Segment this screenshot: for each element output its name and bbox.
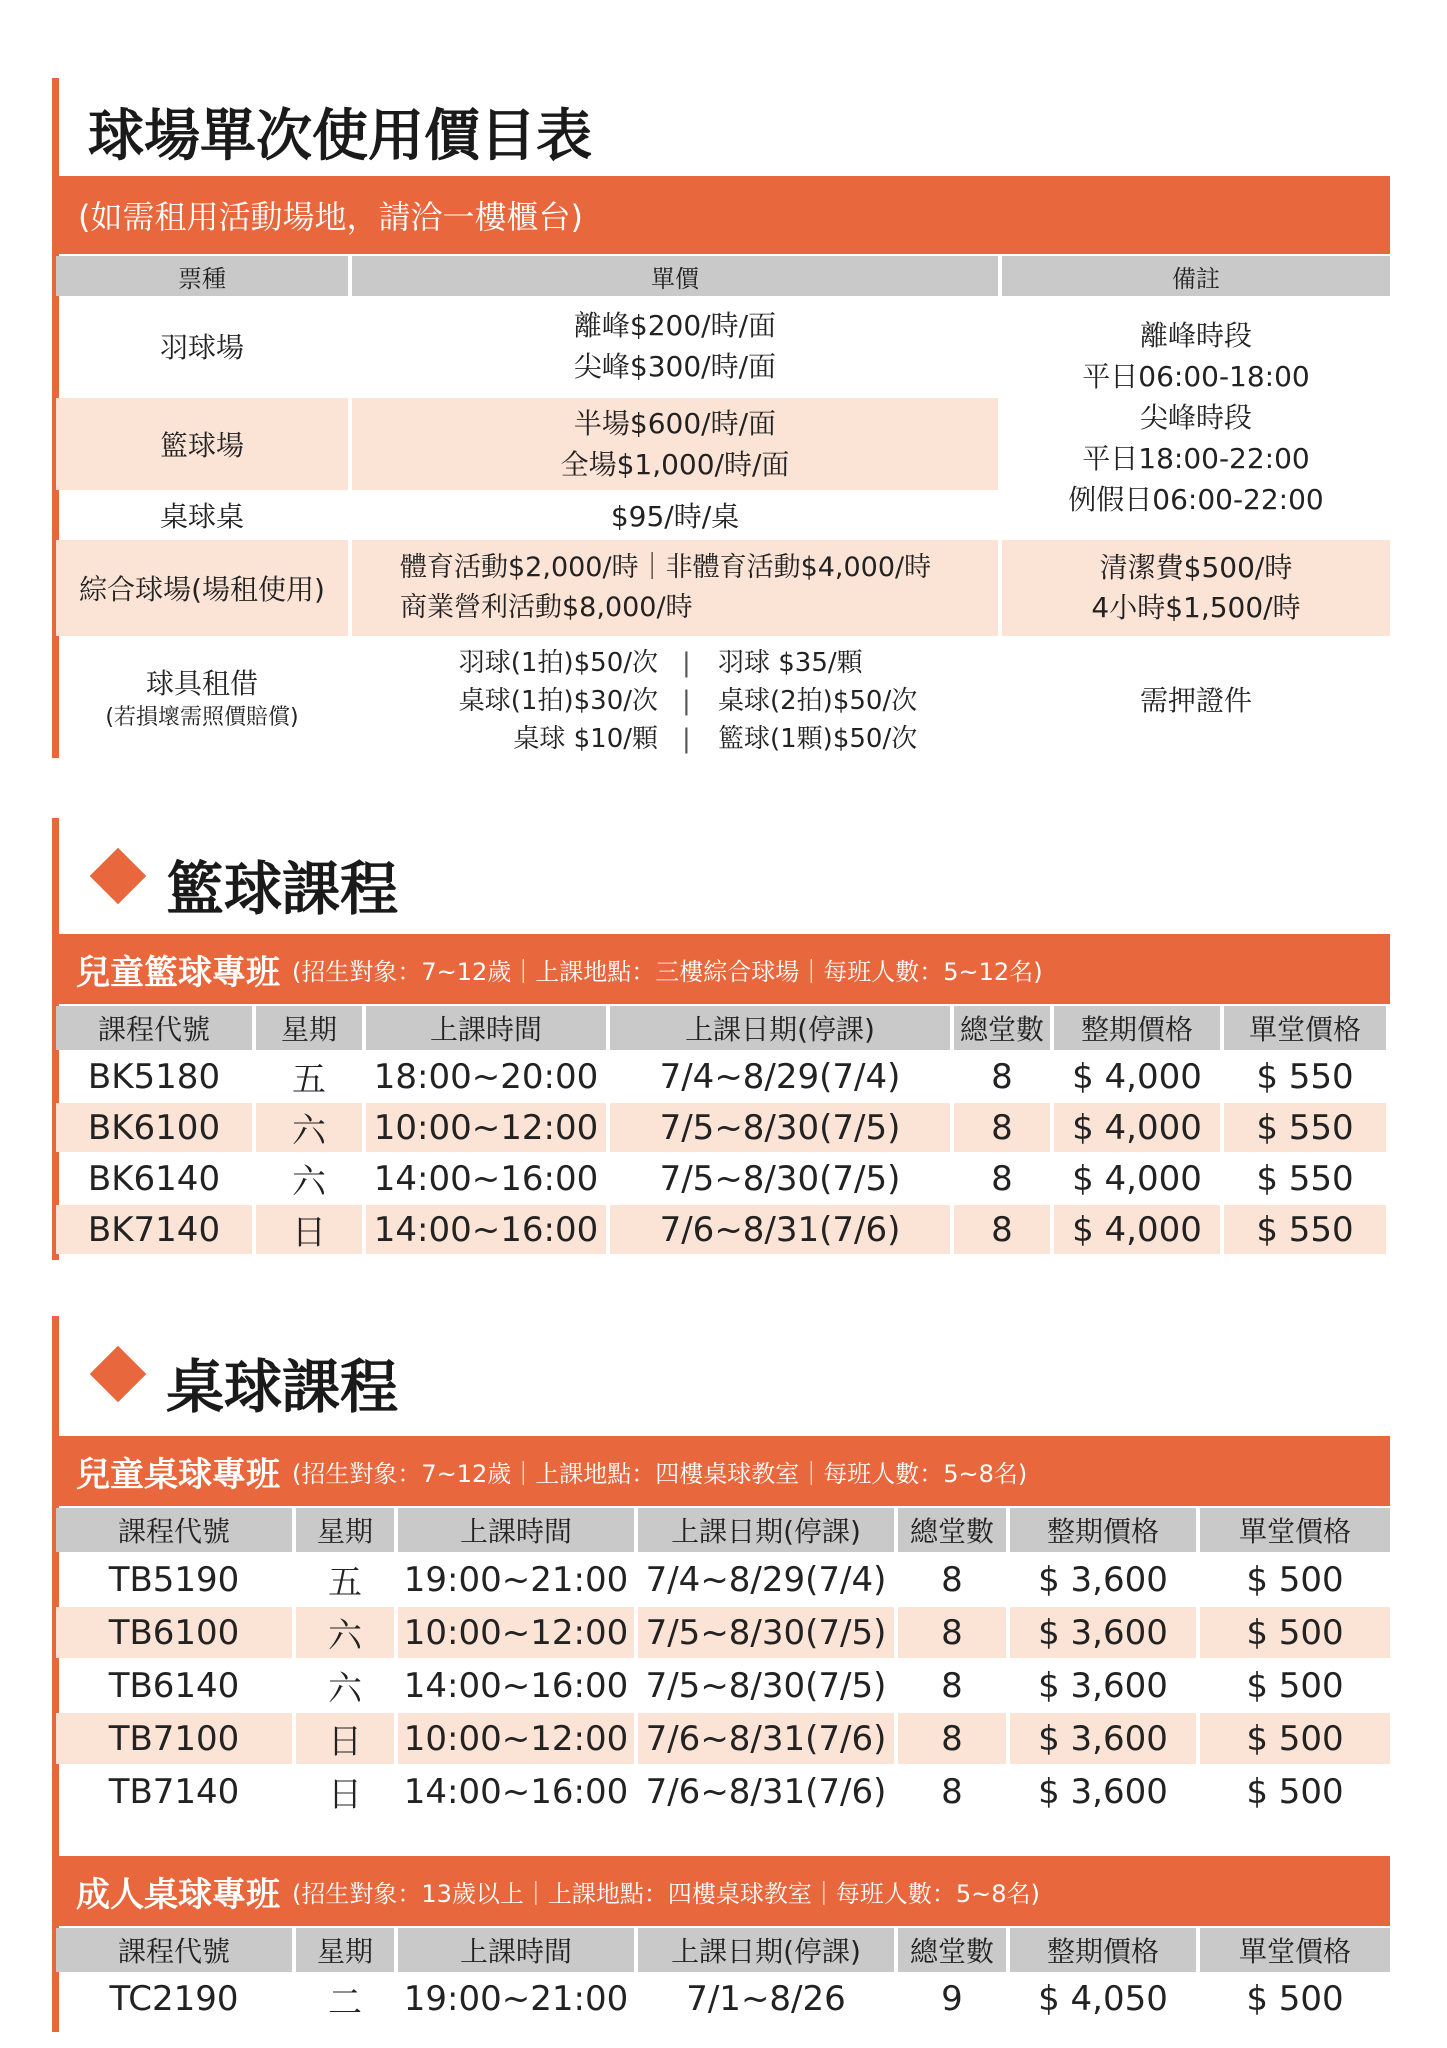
arena-price-line1: 體育活動$2,000/時｜非體育活動$4,000/時 — [400, 552, 932, 583]
cell-total-sessions: 8 — [991, 1056, 1013, 1097]
cell-weekday: 六 — [328, 1669, 362, 1709]
kids-tabletennis-info: (招生對象：7~12歲｜上課地點：四樓桌球教室｜每班人數：5~8名) — [292, 1459, 1028, 1488]
cell-weekday: 五 — [292, 1060, 326, 1100]
cell-full-price: $ 3,600 — [1010, 1713, 1196, 1764]
rental-separator-column — [682, 644, 691, 758]
badminton-offpeak-price: 離峰$200/時/面 — [573, 309, 777, 342]
offpeak-label: 離峰時段 — [1139, 318, 1252, 352]
course-table-row — [56, 1607, 1390, 1658]
peak-weekday-hours: 平日18:00-22:00 — [1082, 441, 1310, 475]
cell-weekday: 五 — [328, 1563, 362, 1603]
header-class-time: 上課時間 — [366, 1006, 606, 1050]
cell-weekday: 日 — [256, 1205, 362, 1254]
cell-full-price: $ 3,600 — [1038, 1665, 1168, 1706]
badminton-label: 羽球場 — [159, 331, 244, 364]
rental-item: 籃球(1顆)$50/次 — [718, 724, 918, 754]
basketball-price — [352, 398, 998, 490]
cell-full-price: $ 4,000 — [1054, 1205, 1220, 1254]
header-single-price: 單堂價格 — [1200, 1508, 1390, 1552]
course-table-row — [56, 1154, 1390, 1203]
cell-class-dates: 7/6~8/31(7/6) — [645, 1771, 887, 1812]
arena-four-hour-fee: 4小時$1,500/時 — [1091, 591, 1301, 624]
basketball-course-heading: 籃球課程 — [166, 855, 399, 923]
diamond-bullet-icon — [90, 1346, 147, 1403]
cell-full-price: $ 4,000 — [1072, 1056, 1202, 1097]
rental-separator: | — [682, 686, 691, 716]
tabletennis-course-heading: 桌球課程 — [166, 1353, 399, 1421]
cell-class-dates: 7/6~8/31(7/6) — [638, 1713, 894, 1764]
cell-total-sessions: 8 — [941, 1665, 963, 1706]
adult-tabletennis-info: (招生對象：13歲以上｜上課地點：四樓桌球教室｜每班人數：5~8名) — [292, 1879, 1040, 1908]
cell-weekday: 六 — [256, 1103, 362, 1152]
cell-class-dates: 7/4~8/29(7/4) — [645, 1559, 887, 1600]
cell-class-dates: 7/4~8/29(7/4) — [659, 1056, 901, 1097]
rental-prices — [352, 644, 998, 758]
arena-label: 綜合球場(場租使用) — [56, 540, 348, 636]
cell-single-price: $ 500 — [1200, 1607, 1390, 1658]
cell-single-price: $ 550 — [1224, 1205, 1386, 1254]
cell-class-time: 19:00~21:00 — [403, 1559, 629, 1600]
cell-course-code: BK6140 — [87, 1158, 221, 1199]
cell-single-price: $ 550 — [1224, 1103, 1386, 1152]
adult-tabletennis-banner — [56, 1856, 1390, 1926]
offpeak-hours: 平日06:00-18:00 — [1082, 359, 1310, 393]
cell-full-price: $ 4,000 — [1072, 1158, 1202, 1199]
header-course-code: 課程代號 — [56, 1928, 292, 1972]
cell-total-sessions: 8 — [954, 1205, 1050, 1254]
header-ticket-type: 票種 — [56, 256, 348, 296]
cell-weekday: 六 — [296, 1607, 394, 1658]
cell-full-price: $ 4,050 — [1038, 1979, 1168, 2019]
rental-item: 桌球(1拍)$30/次 — [458, 686, 658, 716]
diamond-bullet-icon — [90, 848, 147, 905]
cell-single-price: $ 550 — [1256, 1158, 1354, 1199]
cell-class-time: 14:00~16:00 — [403, 1665, 629, 1706]
cell-class-time: 10:00~12:00 — [398, 1713, 634, 1764]
cell-single-price: $ 500 — [1200, 1713, 1390, 1764]
cell-total-sessions: 8 — [991, 1158, 1013, 1199]
arena-price-line2: 商業營利活動$8,000/時 — [400, 592, 693, 623]
cell-class-time: 10:00~12:00 — [398, 1607, 634, 1658]
header-remark: 備註 — [1002, 256, 1390, 296]
cell-course-code: BK5180 — [87, 1056, 221, 1097]
peak-holiday-hours: 例假日06:00-22:00 — [1068, 482, 1324, 516]
badminton-price — [352, 298, 998, 394]
header-class-dates: 上課日期(停課) — [638, 1508, 894, 1552]
header-unit-price: 單價 — [352, 256, 998, 296]
pricing-table-header — [56, 256, 1390, 296]
course-table-row — [56, 1766, 1390, 1817]
cell-total-sessions: 8 — [941, 1559, 963, 1600]
cell-class-dates: 7/6~8/31(7/6) — [610, 1205, 950, 1254]
basketball-half-price: 半場$600/時/面 — [573, 407, 777, 440]
peak-label: 尖峰時段 — [1139, 400, 1252, 434]
cell-weekday: 六 — [292, 1162, 326, 1202]
header-class-dates: 上課日期(停課) — [638, 1928, 894, 1972]
basketball-label: 籃球場 — [56, 398, 348, 490]
cell-total-sessions: 8 — [898, 1713, 1006, 1764]
cell-total-sessions: 9 — [941, 1979, 963, 2019]
rental-left-column — [459, 644, 658, 758]
header-total-sessions: 總堂數 — [954, 1006, 1050, 1050]
cell-class-time: 10:00~12:00 — [366, 1103, 606, 1152]
header-weekday: 星期 — [296, 1508, 394, 1552]
cell-full-price: $ 4,000 — [1054, 1103, 1220, 1152]
rental-item: 桌球(2拍)$50/次 — [718, 686, 918, 716]
arena-cleaning-fee: 清潔費$500/時 — [1099, 551, 1293, 584]
cell-course-code: TB6140 — [108, 1665, 240, 1706]
header-full-price: 整期價格 — [1010, 1928, 1196, 1972]
cell-single-price: $ 500 — [1246, 1771, 1344, 1812]
cell-class-time: 14:00~16:00 — [366, 1205, 606, 1254]
cell-single-price: $ 500 — [1246, 1559, 1344, 1600]
course-table-row — [56, 1052, 1390, 1101]
cell-class-dates: 7/1~8/26 — [686, 1979, 846, 2019]
course-table-row — [56, 1103, 1390, 1152]
adult-tabletennis-table-header — [56, 1928, 1390, 1972]
cell-course-code: TB7100 — [56, 1713, 292, 1764]
rental-item: 羽球 $35/顆 — [718, 648, 863, 678]
pricing-note: (如需租用活動場地，請洽一樓櫃台) — [78, 198, 583, 236]
header-course-code: 課程代號 — [56, 1508, 292, 1552]
kids-tabletennis-banner — [56, 1436, 1390, 1506]
header-class-dates: 上課日期(停課) — [610, 1006, 950, 1050]
cell-course-code: BK6100 — [56, 1103, 252, 1152]
header-course-code: 課程代號 — [56, 1006, 252, 1050]
cell-full-price: $ 3,600 — [1010, 1607, 1196, 1658]
rental-separator: | — [682, 648, 691, 678]
cell-single-price: $ 500 — [1246, 1665, 1344, 1706]
basketball-class-title: 兒童籃球專班 — [76, 952, 280, 993]
rental-item: 羽球(1拍)$50/次 — [458, 648, 658, 678]
pricing-note-banner — [56, 176, 1390, 254]
basketball-full-price: 全場$1,000/時/面 — [560, 448, 790, 481]
rental-item: 桌球 $10/顆 — [513, 724, 658, 754]
course-table-row — [56, 1713, 1390, 1764]
cell-weekday: 日 — [328, 1775, 362, 1815]
kids-tabletennis-table-header — [56, 1508, 1390, 1552]
cell-class-dates: 7/5~8/30(7/5) — [638, 1607, 894, 1658]
adult-tabletennis-title: 成人桌球專班 — [76, 1874, 280, 1915]
rental-separator: | — [682, 724, 691, 754]
rental-label — [56, 640, 348, 758]
rental-note: (若損壞需照價賠償) — [105, 705, 299, 730]
basketball-class-info: (招生對象：7~12歲｜上課地點：三樓綜合球場｜每班人數：5~12名) — [292, 957, 1043, 986]
header-weekday: 星期 — [296, 1928, 394, 1972]
tabletennis-label: 桌球桌 — [159, 500, 244, 533]
cell-weekday: 二 — [328, 1982, 362, 2023]
arena-price — [352, 540, 998, 636]
cell-course-code: TB6100 — [56, 1607, 292, 1658]
badminton-peak-price: 尖峰$300/時/面 — [573, 350, 777, 383]
cell-total-sessions: 8 — [954, 1103, 1050, 1152]
cell-class-dates: 7/5~8/30(7/5) — [645, 1665, 887, 1706]
cell-weekday: 日 — [296, 1713, 394, 1764]
cell-course-code: TC2190 — [109, 1979, 239, 2019]
cell-class-time: 14:00~16:00 — [403, 1771, 629, 1812]
cell-course-code: TB5190 — [108, 1559, 240, 1600]
basketball-class-banner — [56, 934, 1390, 1004]
cell-class-time: 14:00~16:00 — [373, 1158, 599, 1199]
cell-full-price: $ 3,600 — [1038, 1559, 1168, 1600]
header-single-price: 單堂價格 — [1200, 1928, 1390, 1972]
header-weekday: 星期 — [256, 1006, 362, 1050]
cell-full-price: $ 3,600 — [1038, 1771, 1168, 1812]
course-table-row — [56, 1205, 1390, 1254]
rental-remark: 需押證件 — [1139, 684, 1252, 717]
header-total-sessions: 總堂數 — [898, 1928, 1006, 1972]
cell-class-time: 19:00~21:00 — [403, 1979, 629, 2019]
arena-remark — [1002, 540, 1390, 636]
cell-course-code: BK7140 — [56, 1205, 252, 1254]
header-total-sessions: 總堂數 — [898, 1508, 1006, 1552]
course-table-row — [56, 1660, 1390, 1711]
header-class-time: 上課時間 — [398, 1928, 634, 1972]
pricing-title: 球場單次使用價目表 — [88, 104, 592, 169]
course-table-row — [56, 1974, 1390, 2024]
cell-total-sessions: 8 — [941, 1771, 963, 1812]
basketball-table-header — [56, 1006, 1390, 1050]
header-single-price: 單堂價格 — [1224, 1006, 1386, 1050]
tabletennis-price: $95/時/桌 — [610, 500, 740, 533]
cell-course-code: TB7140 — [108, 1771, 240, 1812]
cell-total-sessions: 8 — [898, 1607, 1006, 1658]
cell-class-time: 18:00~20:00 — [373, 1056, 599, 1097]
course-table-row — [56, 1554, 1390, 1605]
header-class-time: 上課時間 — [398, 1508, 634, 1552]
header-full-price: 整期價格 — [1054, 1006, 1220, 1050]
time-period-remark — [1002, 298, 1390, 536]
cell-single-price: $ 500 — [1246, 1979, 1344, 2019]
cell-class-dates: 7/5~8/30(7/5) — [659, 1158, 901, 1199]
kids-tabletennis-title: 兒童桌球專班 — [76, 1454, 280, 1495]
cell-single-price: $ 550 — [1256, 1056, 1354, 1097]
header-full-price: 整期價格 — [1010, 1508, 1196, 1552]
rental-right-column — [718, 644, 917, 758]
rental-name: 球具租借 — [145, 667, 258, 700]
cell-class-dates: 7/5~8/30(7/5) — [610, 1103, 950, 1152]
